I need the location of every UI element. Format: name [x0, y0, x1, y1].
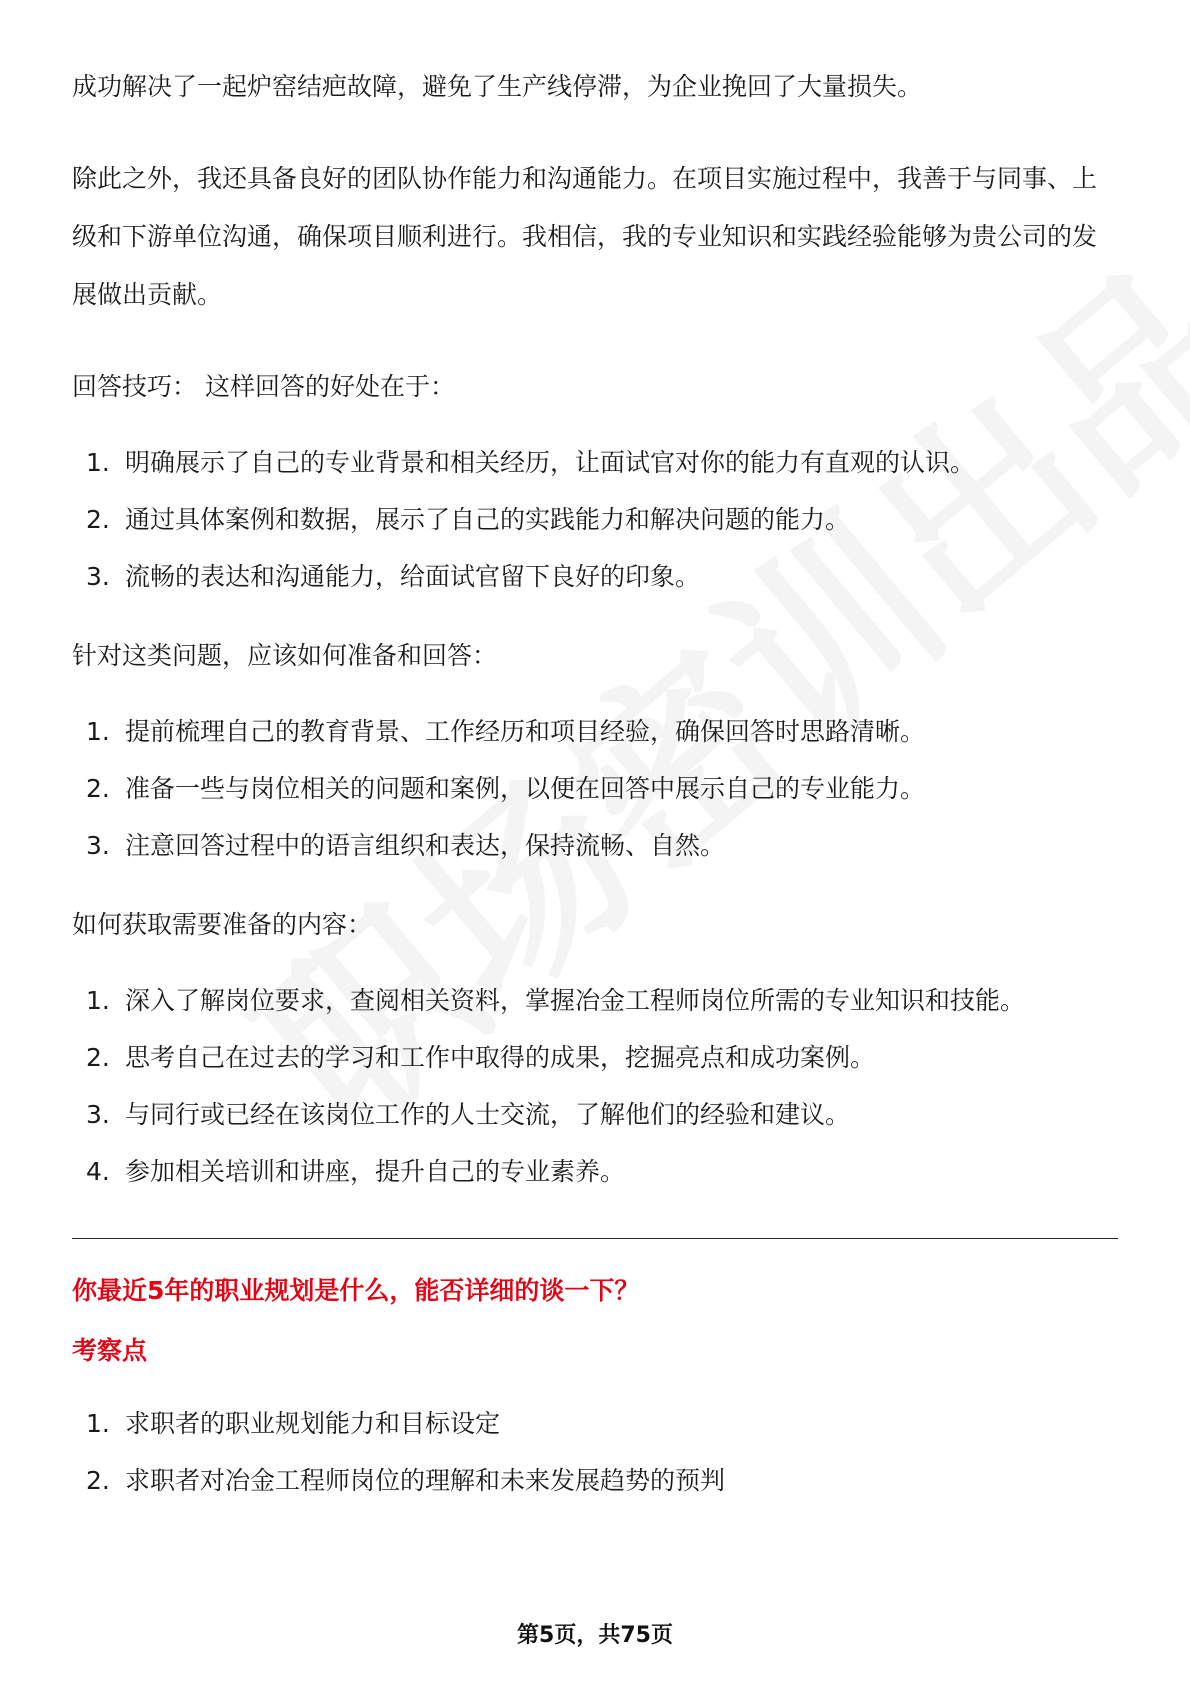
list-item: [72, 548, 1118, 605]
source-heading: 如何获取需要准备的内容：: [72, 910, 373, 939]
section-divider: [72, 1238, 1118, 1239]
list-number: 4.: [86, 1157, 110, 1186]
paragraph-2: 除此之外，我还具备良好的团队协作能力和沟通能力。在项目实施过程中，我善于与同事、上级和下游单位沟通，确保项目顺利进行。我相信，我的专业知识和实践经验能够为贵公司的发展做出贡献。: [72, 164, 1098, 309]
question-title: 你最近5年的职业规划是什么，能否详细的谈一下？: [72, 1276, 640, 1305]
list-number: 2.: [86, 1043, 110, 1072]
list-text: 思考自己在过去的学习和工作中取得的成果，挖掘亮点和成功案例。: [125, 1043, 876, 1072]
tips-list: [72, 434, 1118, 605]
list-number: 2.: [86, 1466, 110, 1495]
list-text: 参加相关培训和讲座，提升自己的专业素养。: [125, 1157, 626, 1186]
list-text: 求职者对冶金工程师岗位的理解和未来发展趋势的预判: [125, 1466, 726, 1495]
paragraph-1: 成功解决了一起炉窑结疤故障，避免了生产线停滞，为企业挽回了大量损失。: [72, 72, 923, 101]
prep-list: [72, 703, 1118, 874]
list-text: 注意回答过程中的语言组织和表达，保持流畅、自然。: [125, 831, 726, 860]
list-text: 提前梳理自己的教育背景、工作经历和项目经验，确保回答时思路清晰。: [125, 717, 926, 746]
list-number: 3.: [86, 562, 110, 591]
list-number: 1.: [86, 448, 110, 477]
list-item: [72, 817, 1118, 874]
list-text: 通过具体案例和数据，展示了自己的实践能力和解决问题的能力。: [125, 505, 851, 534]
page-footer: 第5页，共75页: [517, 1623, 673, 1648]
list-number: 3.: [86, 831, 110, 860]
list-item: [72, 972, 1118, 1029]
list-number: 1.: [86, 986, 110, 1015]
focus-list: [72, 1395, 1118, 1509]
list-text: 与同行或已经在该岗位工作的人士交流，了解他们的经验和建议。: [125, 1100, 851, 1129]
list-item: [72, 1086, 1118, 1143]
list-text: 求职者的职业规划能力和目标设定: [125, 1409, 501, 1438]
list-number: 1.: [86, 717, 110, 746]
list-number: 1.: [86, 1409, 110, 1438]
list-item: [72, 1029, 1118, 1086]
list-text: 流畅的表达和沟通能力，给面试官留下良好的印象。: [125, 562, 701, 591]
list-item: [72, 1143, 1118, 1200]
list-item: [72, 703, 1118, 760]
focus-heading: 考察点: [72, 1336, 148, 1365]
tips-heading: 回答技巧： 这样回答的好处在于：: [72, 372, 455, 401]
list-item: [72, 760, 1118, 817]
list-text: 准备一些与岗位相关的问题和案例，以便在回答中展示自己的专业能力。: [125, 774, 926, 803]
source-list: [72, 972, 1118, 1200]
list-number: 3.: [86, 1100, 110, 1129]
list-item: [72, 1395, 1118, 1452]
prep-heading: 针对这类问题，应该如何准备和回答：: [72, 641, 498, 670]
document-page: [72, 58, 1118, 1509]
list-text: 明确展示了自己的专业背景和相关经历，让面试官对你的能力有直观的认识。: [125, 448, 976, 477]
list-number: 2.: [86, 505, 110, 534]
list-text: 深入了解岗位要求，查阅相关资料，掌握冶金工程师岗位所需的专业知识和技能。: [125, 986, 1026, 1015]
list-item: [72, 1452, 1118, 1509]
list-item: [72, 491, 1118, 548]
list-number: 2.: [86, 774, 110, 803]
list-item: [72, 434, 1118, 491]
